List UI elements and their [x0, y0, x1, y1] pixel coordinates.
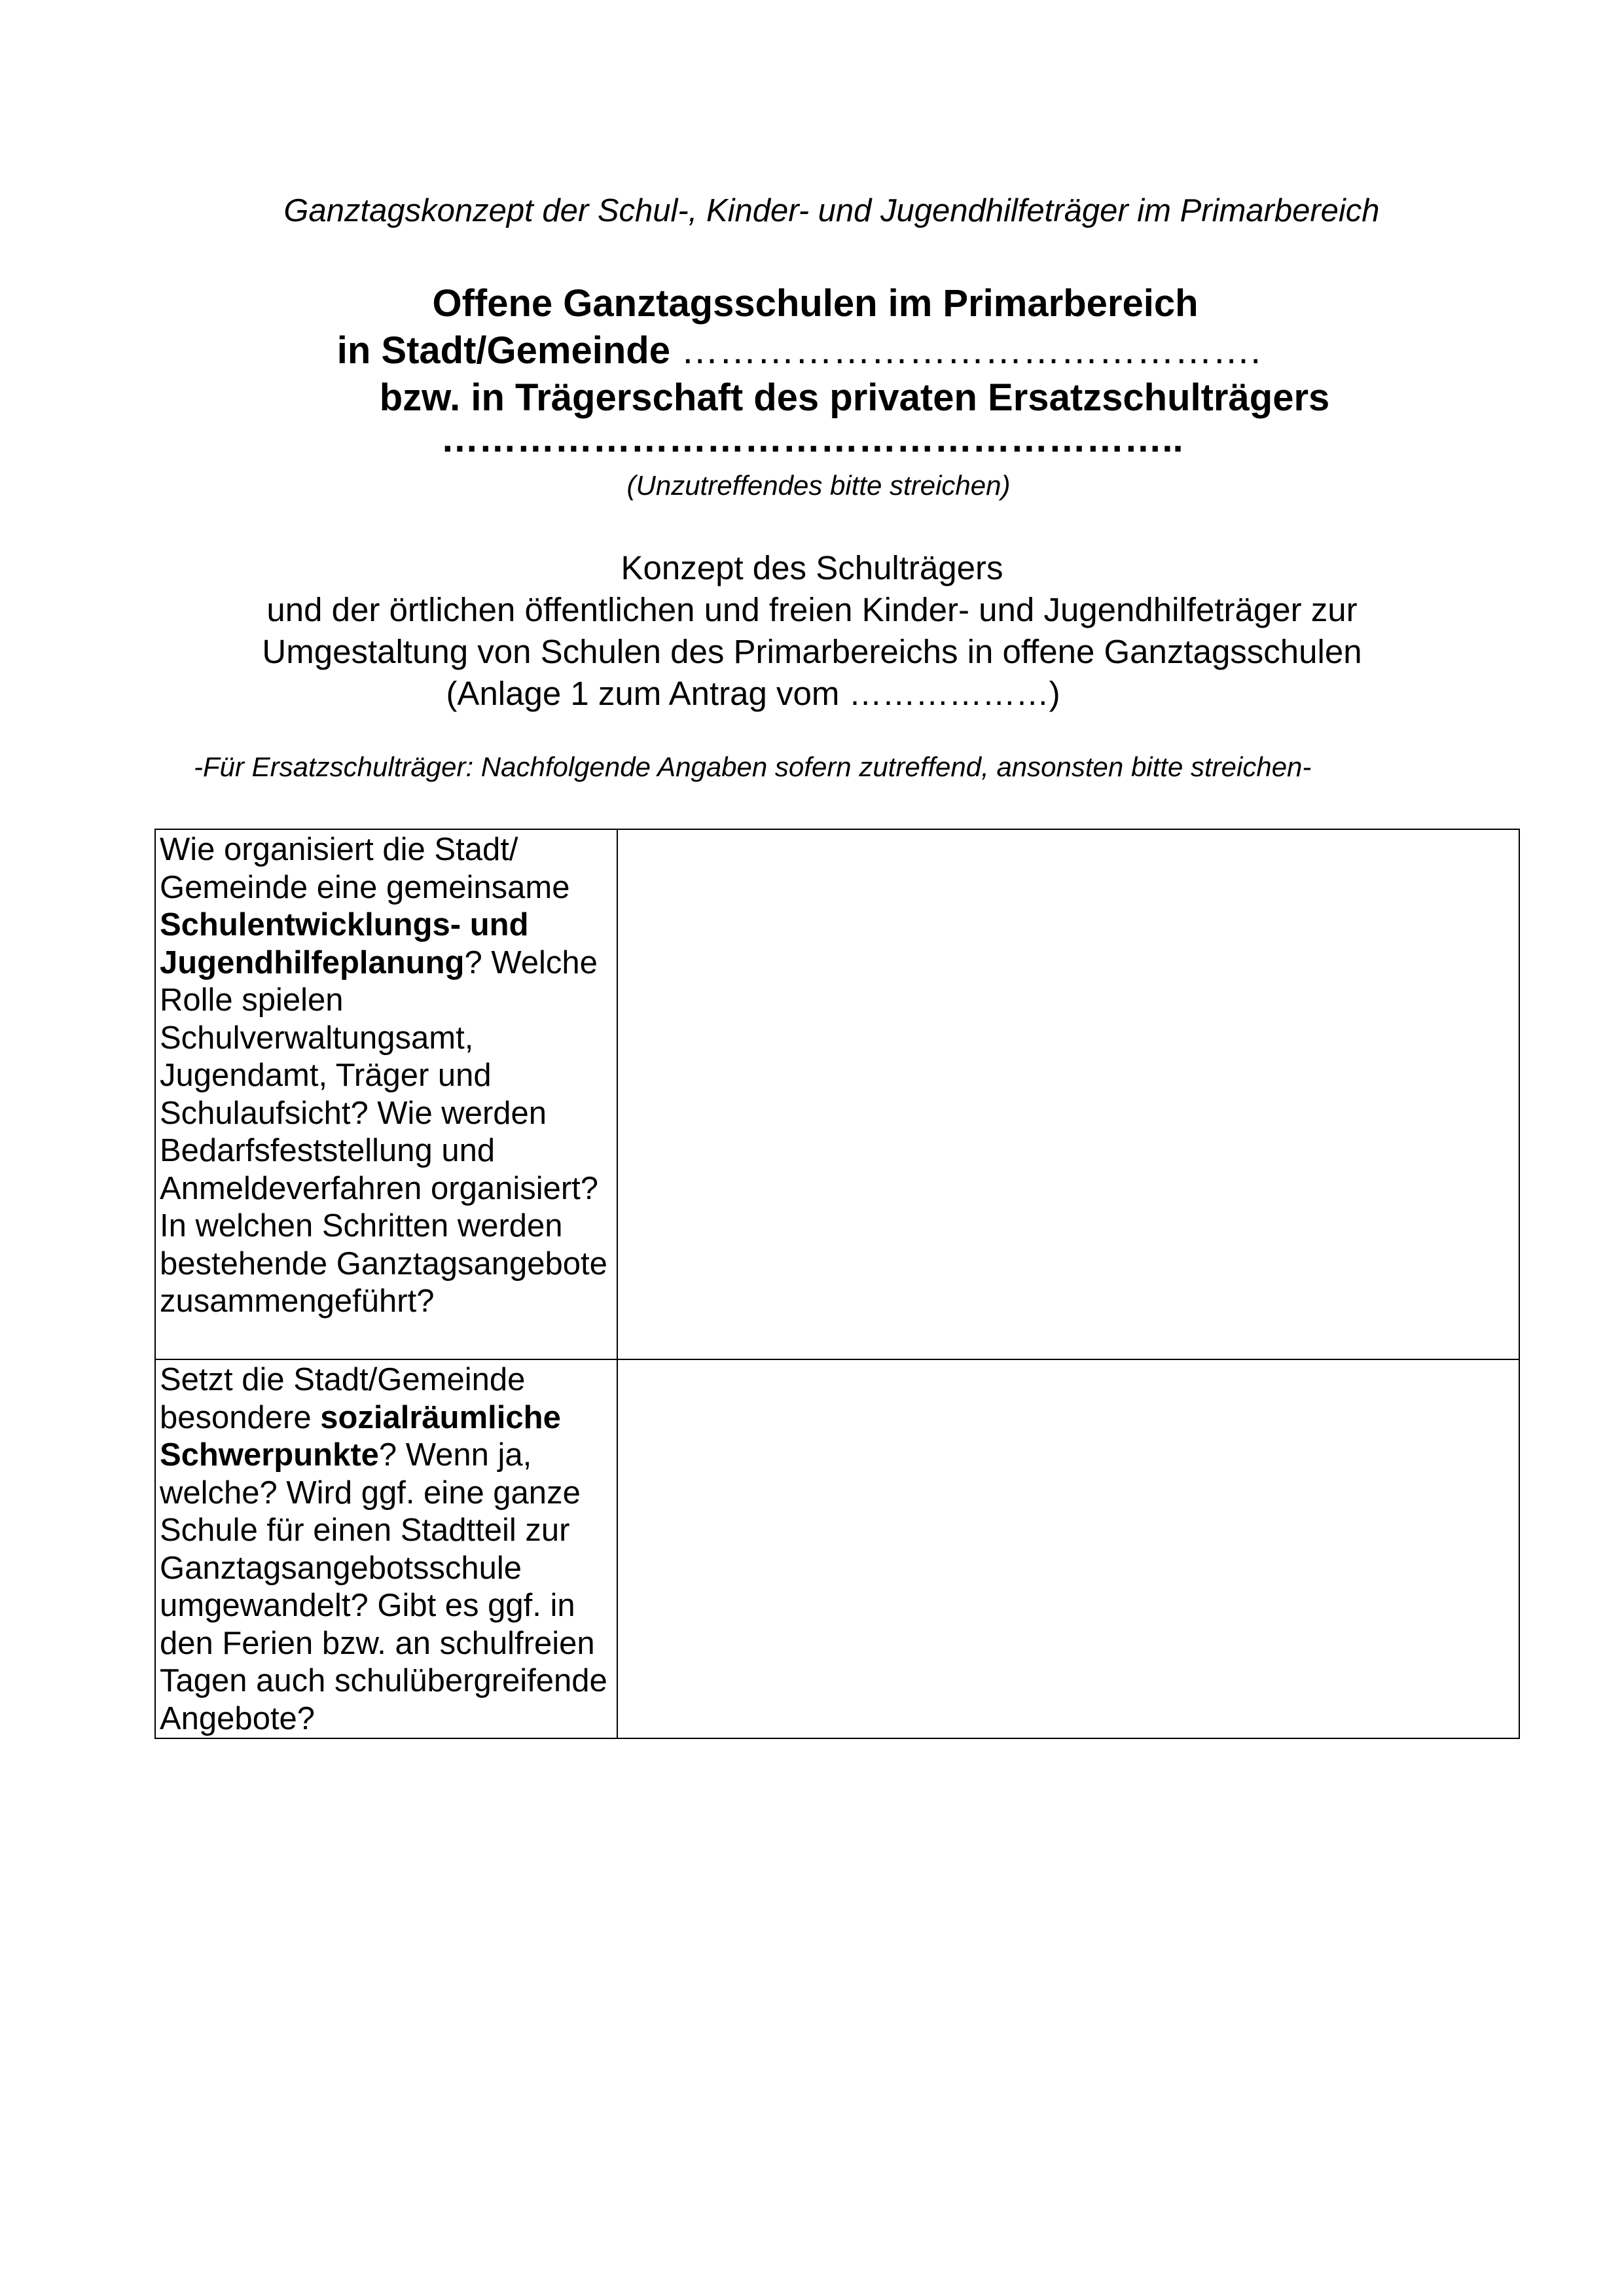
question-cell: [155, 829, 617, 1359]
answer-cell[interactable]: [617, 1359, 1519, 1738]
question-text: Setzt die Stadt/Gemeinde besondere sozialräumliche Schwerpunkte? Wenn ja, welche? Wird ggf. eine ganze Schule für einen Stadtteil zur Ganztagsangebotsschule umgewandelt? Gibt es ggf. in den Ferien bzw. an schulfreien Tagen auch schulübergreifende Angebote?: [160, 1362, 607, 1736]
question-cell: [155, 1359, 617, 1738]
concept-line-2: und der örtlichen öffentlichen und freien Kinder- und Jugendhilfeträger zur: [266, 591, 1358, 628]
title-line-2-label: in Stadt/Gemeinde: [336, 329, 681, 372]
city-fill-in-blank[interactable]: ……………………………………….: [681, 329, 1261, 372]
answer-cell[interactable]: [617, 829, 1519, 1359]
concept-heading: [0, 547, 1624, 715]
concept-line-3: Umgestaltung von Schulen des Primarbereichs in offene Ganztagsschulen: [262, 633, 1362, 670]
title-line-2: [0, 327, 1624, 374]
concept-line-4-application-date: (Anlage 1 zum Antrag vom ………………): [446, 675, 1060, 712]
instruction-note: -Für Ersatzschulträger: Nachfolgende Angaben sofern zutreffend, ansonsten bitte streichen-: [194, 751, 1312, 782]
title-line-1: Offene Ganztagsschulen im Primarbereich: [432, 282, 1199, 325]
school-operator-fill-in-blank[interactable]: …………………………………………………..: [441, 418, 1183, 460]
document-title: [0, 280, 1624, 422]
table-row: [155, 1359, 1519, 1738]
table-row: [155, 829, 1519, 1359]
strike-note: (Unzutreffendes bitte streichen): [626, 470, 1011, 501]
question-text: Wie organisiert die Stadt/ Gemeinde eine gemeinsame Schulentwicklungs- und Jugendhilfeplanung? Welche Rolle spielen Schulverwaltungsamt, Jugendamt, Träger und Schulaufsicht? Wie werden Bedarfsfeststellung und Anmeldeverfahren organisiert? In welchen Schritten werden bestehende Ganztagsangebote zusammengeführt?: [160, 832, 607, 1319]
question-table: [154, 829, 1520, 1739]
title-line-3: bzw. in Trägerschaft des privaten Ersatzschulträgers: [379, 376, 1330, 419]
document-subtitle: Ganztagskonzept der Schul-, Kinder- und Jugendhilfeträger im Primarbereich: [283, 193, 1380, 228]
question-keyword: Schulentwicklungs- und Jugendhilfeplanung: [160, 907, 529, 980]
question-keyword: sozialräumliche Schwerpunkte: [160, 1399, 561, 1473]
concept-line-1: Konzept des Schulträgers: [621, 549, 1003, 586]
